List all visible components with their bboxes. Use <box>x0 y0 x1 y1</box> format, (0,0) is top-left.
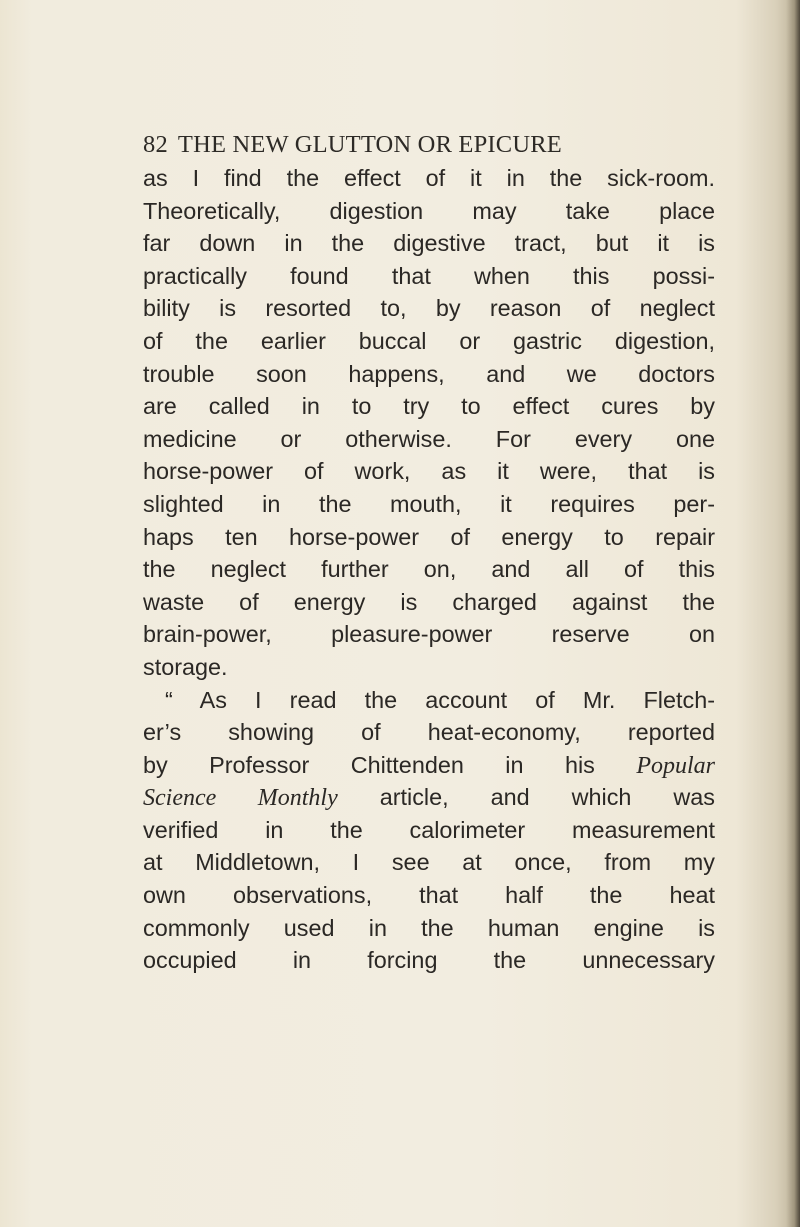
running-title: THE NEW GLUTTON OR EPICURE <box>177 131 562 158</box>
text-line: storage. <box>143 653 228 680</box>
text-line-with-title <box>143 749 715 782</box>
text-line: of the earlier buccal or gastric digestion, <box>143 327 715 354</box>
text-line: brain-power, pleasure-power reserve on <box>143 621 715 648</box>
text-line: commonly used in the human engine is <box>143 914 715 941</box>
text-line: slighted in the mouth, it requires per- <box>143 490 715 517</box>
text-line: horse-power of work, as it were, that is <box>143 458 715 485</box>
text-line: occupied in forcing the unnecessary <box>143 947 715 974</box>
text-line-with-title <box>143 781 715 814</box>
page-number: 82 <box>143 131 168 158</box>
journal-title-part1: Popular <box>636 752 716 779</box>
text-line: er’s showing of heat-economy, reported <box>143 719 715 746</box>
text-line: haps ten horse-power of energy to repair <box>143 523 715 550</box>
text-line: Theoretically, digestion may take place <box>143 197 715 224</box>
text-line: “ As I read the account of Mr. Fletch- <box>165 686 715 713</box>
text-line: the neglect further on, and all of this <box>143 556 715 583</box>
journal-title-part2: Science Monthly <box>143 785 338 812</box>
text-fragment: article, and which was <box>379 784 715 811</box>
running-header <box>143 131 703 165</box>
page-edge-shadow <box>786 0 800 1227</box>
text-line: as I find the effect of it in the sick-room. <box>143 165 715 191</box>
text-line: are called in to try to effect cures by <box>143 393 715 420</box>
text-fragment: by Professor Chittenden in his <box>143 751 595 778</box>
text-line: practically found that when this possi- <box>143 262 715 289</box>
text-line: trouble soon happens, and we doctors <box>143 360 715 387</box>
text-line: waste of energy is charged against the <box>143 588 715 615</box>
text-line: own observations, that half the heat <box>143 882 715 909</box>
body-text <box>143 162 715 977</box>
text-line: verified in the calorimeter measurement <box>143 816 715 843</box>
text-line: at Middletown, I see at once, from my <box>143 849 715 876</box>
text-line: far down in the digestive tract, but it is <box>143 230 715 257</box>
text-line: bility is resorted to, by reason of neglect <box>143 295 715 322</box>
text-line: medicine or otherwise. For every one <box>143 425 715 452</box>
